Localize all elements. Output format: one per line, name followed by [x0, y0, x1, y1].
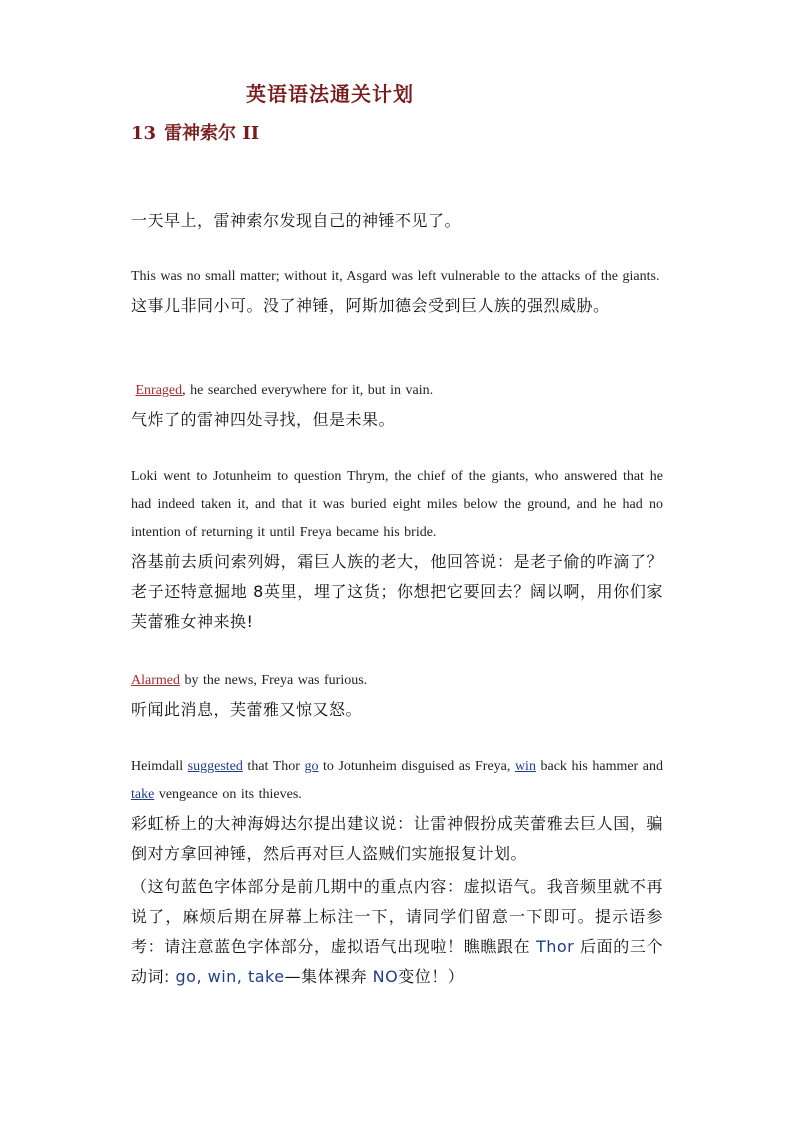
lesson-number: 13: [131, 123, 157, 144]
note-text-3: —集体裸奔: [284, 967, 373, 986]
paragraph-2: [131, 263, 663, 321]
paragraph-4-english: Loki went to Jotunheim to question Thrym, the chief of the giants, who answered that he had indeed taken it, and that it was buried eight miles below the ground, and he had no intention of returning it until Freya became his bride.: [131, 469, 663, 540]
note-text-2: 后面的三个动词: [131, 937, 663, 986]
paragraph-6-chinese: 彩虹桥上的大神海姆达尔提出建议说：让雷神假扮成芙蕾雅去巨人国，骗倒对方拿回神锤，然后再对巨人盗贼们实施报复计划。: [131, 814, 663, 863]
editor-note-text: [131, 872, 663, 992]
paragraph-4-chinese: 洛基前去质问索列姆，霜巨人族的老大，他回答说：是老子偷的咋滴了？老子还特意掘地 8英里，埋了这货；你想把它要回去？阔以啊，用你们家芙蕾雅女神来换!: [131, 552, 663, 631]
vocab-link-enraged[interactable]: Enraged: [135, 383, 183, 398]
paragraph-6-text-4: back his hammer and: [535, 759, 663, 774]
paragraph-2-english: This was no small matter; without it, Asgard was left vulnerable to the attacks of the giants.: [131, 269, 660, 284]
paragraph-6-text-5: vengeance on its thieves.: [154, 787, 302, 802]
lesson-title: [131, 119, 267, 145]
document-title: 英语语法通关计划: [246, 82, 414, 106]
vocab-link-take[interactable]: take: [131, 787, 155, 802]
paragraph-5-english: [131, 667, 663, 695]
paragraph-3-english: [131, 377, 663, 405]
note-verbs: : go, win, take: [164, 967, 285, 986]
paragraph-5-chinese: 听闻此消息，芙蕾雅又惊又怒。: [131, 700, 363, 719]
paragraph-6-english: [131, 753, 663, 809]
lesson-name: 雷神索尔 II: [164, 123, 260, 144]
note-text-1: （这句蓝色字体部分是前几期中的重点内容：虚拟语气。我音频里就不再说了，麻烦后期在屏幕上标注一下，请同学们留意一下即可。提示语参考：请注意蓝色字体部分，虚拟语气出现啦！瞧瞧跟在: [131, 877, 663, 956]
vocab-link-win[interactable]: win: [514, 759, 536, 774]
paragraph-6: [131, 753, 663, 869]
paragraph-3-chinese: 气炸了的雷神四处寻找，但是未果。: [131, 410, 396, 429]
paragraph-5-english-rest: by the news, Freya was furious.: [179, 673, 368, 688]
paragraph-3: [131, 377, 663, 435]
vocab-link-go[interactable]: go: [304, 759, 319, 774]
paragraph-3-english-rest: , he searched everywhere for it, but in vain.: [182, 383, 434, 398]
paragraph-1-chinese: 一天早上，雷神索尔发现自己的神锤不见了。: [131, 211, 462, 230]
paragraph-2-chinese: 这事儿非同小可。没了神锤，阿斯加德会受到巨人族的强烈威胁。: [131, 296, 610, 315]
vocab-link-suggested[interactable]: suggested: [187, 759, 243, 774]
paragraph-6-text-3: to Jotunheim disguised as Freya,: [318, 759, 515, 774]
paragraph-4: [131, 463, 663, 637]
note-no: NO: [372, 967, 399, 986]
paragraph-5: [131, 667, 663, 725]
editor-note: [131, 872, 663, 992]
vocab-link-alarmed[interactable]: Alarmed: [131, 673, 180, 688]
paragraph-1: [131, 206, 663, 236]
note-thor: Thor: [535, 937, 575, 956]
note-text-4: 变位！）: [398, 967, 465, 986]
paragraph-6-text-1: Heimdall: [131, 759, 188, 774]
paragraph-6-text-2: that Thor: [242, 759, 305, 774]
